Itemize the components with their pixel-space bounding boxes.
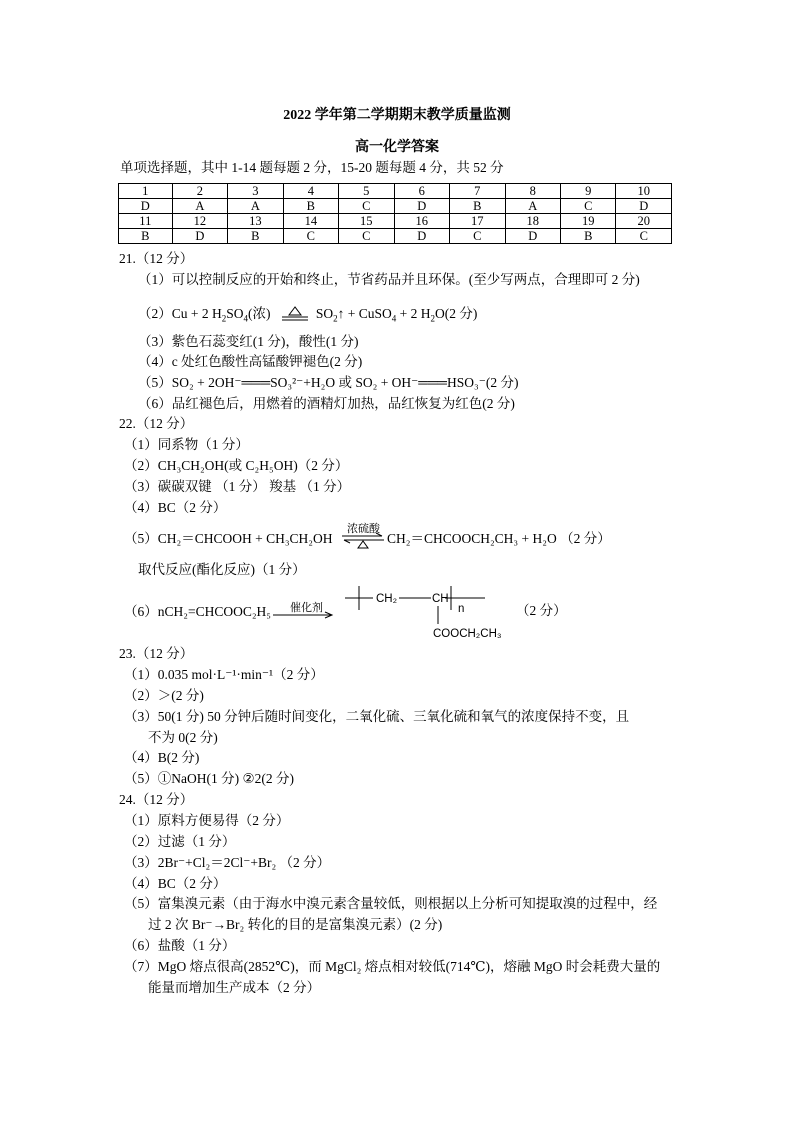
q22-answer-6-condition: 催化剂 <box>290 602 323 614</box>
q21-heading: 21.（12 分） <box>119 251 194 266</box>
answer-table-cell: 4 <box>283 184 338 199</box>
q22-answer-6-reactant: （6）nCH₂=CHCOOC₂H₅ <box>124 604 271 619</box>
answer-table-cell: D <box>394 229 449 244</box>
answer-table-cell: C <box>339 199 394 214</box>
answer-table-cell: 2 <box>172 184 227 199</box>
q24-answer-5-cont: 过 2 次 Br⁻→Br₂ 转化的目的是富集溴元素）(2 分) <box>148 917 443 932</box>
answer-table-cell: 17 <box>450 214 505 229</box>
answer-table-cell: 10 <box>616 184 672 199</box>
q22-answer-5-condition: 浓硫酸 <box>347 523 380 535</box>
q23-answer-4: （4）B(2 分) <box>124 750 200 765</box>
answer-table-cell: 1 <box>119 184 173 199</box>
answer-table-cell: B <box>228 229 283 244</box>
q21-answer-1: （1）可以控制反应的开始和终止，节省药品并且环保。(至少写两点，合理即可 2 分) <box>138 272 640 287</box>
answer-table-cell: A <box>228 199 283 214</box>
q22-answer-5-products: CH₂＝CHCOOCH₂CH₃ + H₂O （2 分） <box>387 531 611 546</box>
answer-table-cell: B <box>450 199 505 214</box>
answer-table-cell: 16 <box>394 214 449 229</box>
q23-heading: 23.（12 分） <box>119 646 194 661</box>
q23-answer-1: （1）0.035 mol·L⁻¹·min⁻¹（2 分） <box>124 667 324 682</box>
answer-table-cell: C <box>450 229 505 244</box>
q23-answer-3: （3）50(1 分) 50 分钟后随时间变化，二氧化硫、三氧化硫和氧气的浓度保持不变，且 <box>124 709 630 724</box>
q24-answer-2: （2）过滤（1 分） <box>124 834 236 849</box>
answer-table-cell: 12 <box>172 214 227 229</box>
answer-table-cell: 13 <box>228 214 283 229</box>
answer-table-cell: D <box>119 199 173 214</box>
answer-table-row <box>119 199 672 214</box>
answer-table-row <box>119 229 672 244</box>
q23-answer-2: （2）＞(2 分) <box>124 688 204 703</box>
q22-answer-5-reactants: （5）CH₂＝CHCOOH + CH₃CH₂OH <box>124 531 333 546</box>
answer-table-cell: D <box>616 199 672 214</box>
answer-table-row <box>119 184 672 199</box>
q24-answer-7: （7）MgO 熔点很高(2852℃)，而 MgCl₂ 熔点相对较低(714℃)，熔融 MgO 时会耗费大量的 <box>124 959 661 974</box>
answer-table-cell: C <box>283 229 338 244</box>
q22-answer-2: （2）CH₃CH₂OH(或 C₂H₅OH)（2 分） <box>124 458 349 473</box>
q21-answer-5: （5）SO₂ + 2OH⁻═══SO₃²⁻+H₂O 或 SO₂ + OH⁻═══HSO₃⁻(2 分) <box>138 375 519 390</box>
q22-answer-6-score: （2 分） <box>516 603 567 618</box>
q24-answer-6: （6）盐酸（1 分） <box>124 938 236 953</box>
q22-answer-4: （4）BC（2 分） <box>124 500 227 515</box>
q23-answer-5: （5）①NaOH(1 分) ②2(2 分) <box>124 771 294 786</box>
answer-table-cell: 18 <box>505 214 560 229</box>
polymer-ester-label: COOCH₂CH₃ <box>433 628 502 640</box>
reaction-arrow-icon <box>272 610 334 620</box>
answer-table-cell: 19 <box>561 214 616 229</box>
answer-table-cell: 5 <box>339 184 394 199</box>
answer-table-cell: B <box>119 229 173 244</box>
answer-table-cell: 20 <box>616 214 672 229</box>
q23-answer-3-cont: 不为 0(2 分) <box>148 730 218 745</box>
q21-answer-4: （4）c 处红色酸性高锰酸钾褪色(2 分) <box>138 354 363 369</box>
answer-table-cell: 11 <box>119 214 173 229</box>
section-intro: 单项选择题，其中 1-14 题每题 2 分，15-20 题每题 4 分，共 52 分 <box>120 160 504 175</box>
polymer-n-label: n <box>458 603 465 615</box>
answer-table-cell: 7 <box>450 184 505 199</box>
q22-answer-1: （1）同系物（1 分） <box>124 437 249 452</box>
answer-table-cell: C <box>339 229 394 244</box>
answer-table-cell: D <box>394 199 449 214</box>
answer-table-cell: B <box>561 229 616 244</box>
answer-table-cell: D <box>505 229 560 244</box>
q22-heading: 22.（12 分） <box>119 416 194 431</box>
answer-table-cell: B <box>283 199 338 214</box>
q24-answer-4: （4）BC（2 分） <box>124 876 227 891</box>
q24-answer-1: （1）原料方便易得（2 分） <box>124 813 290 828</box>
answer-table-cell: 14 <box>283 214 338 229</box>
answer-table-cell: D <box>172 229 227 244</box>
page-title: 2022 学年第二学期期末教学质量监测 <box>283 108 511 123</box>
q21-answer-3: （3）紫色石蕊变红(1 分)，酸性(1 分) <box>138 334 359 349</box>
answer-table-cell: 9 <box>561 184 616 199</box>
answer-table-cell: C <box>561 199 616 214</box>
answer-table-row <box>119 214 672 229</box>
q21-answer-2: （2）Cu + 2 $H_2SO_4$(浓) $SO_2↑$ + CuSO$_4$ + 2 $H_2O(2$ 分) <box>138 306 478 324</box>
q22-answer-3: （3）碳碳双键 （1 分） 羧基 （1 分） <box>124 479 351 494</box>
q24-answer-5: （5）富集溴元素（由于海水中溴元素含量较低，则根据以上分析可知提取溴的过程中，经 <box>124 896 658 911</box>
answer-table-cell: 15 <box>339 214 394 229</box>
answer-table-cell: 6 <box>394 184 449 199</box>
q21-answer-6: （6）品红褪色后，用燃着的酒精灯加热，品红恢复为红色(2 分) <box>138 396 515 411</box>
answer-table-cell: A <box>172 199 227 214</box>
answer-table-cell: C <box>616 229 672 244</box>
reversible-arrow-icon <box>340 532 386 550</box>
q24-heading: 24.（12 分） <box>119 792 194 807</box>
answer-table-cell: A <box>505 199 560 214</box>
polymer-ch2-label: CH₂ <box>376 593 398 605</box>
answer-table <box>118 183 672 244</box>
polymer-ch-label: CH <box>432 593 449 605</box>
q22-answer-5-reaction-type: 取代反应(酯化反应)（1 分） <box>138 562 306 577</box>
q24-answer-3: （3）2Br⁻+Cl₂＝2Cl⁻+Br₂ （2 分） <box>124 855 331 870</box>
heat-arrow-icon <box>280 305 310 321</box>
page-subtitle: 高一化学答案 <box>355 140 439 155</box>
answer-table-cell: 3 <box>228 184 283 199</box>
answer-table-cell: 8 <box>505 184 560 199</box>
q24-answer-7-cont: 能量而增加生产成本（2 分） <box>148 980 321 995</box>
